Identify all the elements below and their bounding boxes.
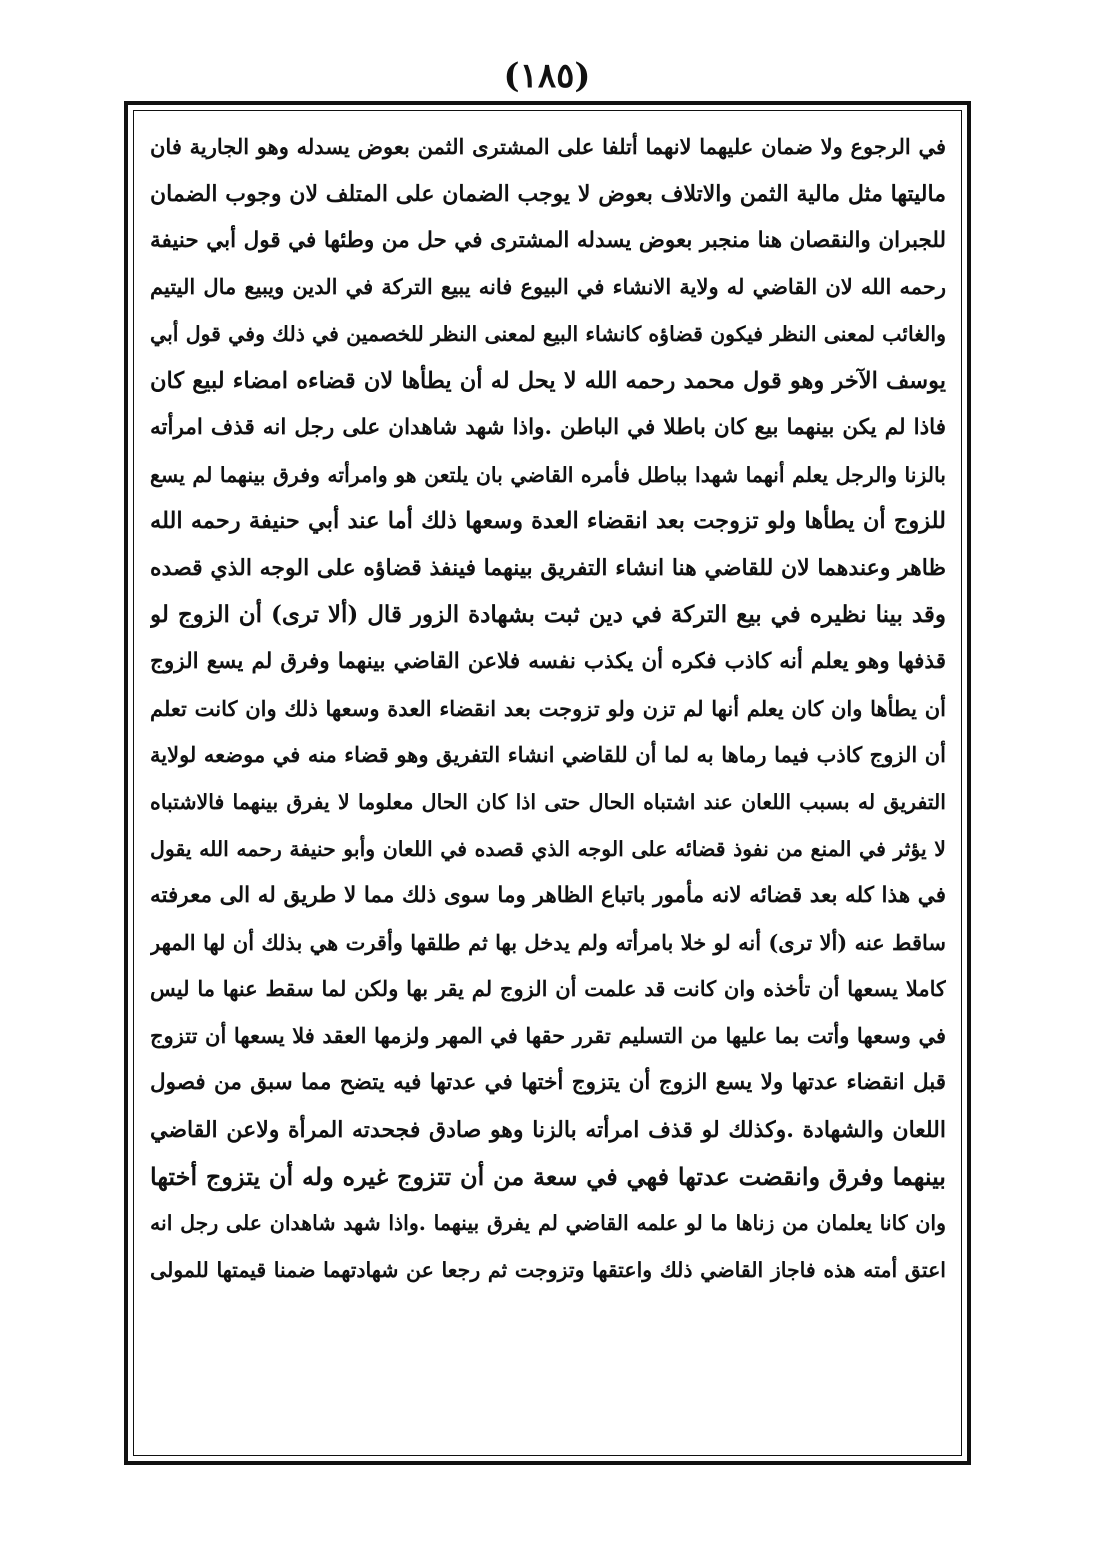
text-line: يوسف الآخر وهو قول محمد رحمه الله لا يحل له أن يطأها لان قضاءه امضاء لبيع كان <box>150 367 946 394</box>
text-line: ظاهر وعندهما لان للقاضي هنا انشاء التفريق بينهما فينفذ قضاؤه على الوجه الذي قصده <box>150 555 946 582</box>
text-line: للزوج أن يطأها ولو تزوجت بعد انقضاء العدة وسعها ذلك أما عند أبي حنيفة رحمه الله <box>150 508 946 535</box>
text-line: في وسعها وأتت بما عليها من التسليم تقرر حقها في المهر ولزمها العقد فلا يسعها أن تتزوج <box>150 1023 946 1049</box>
text-line: ماليتها مثل مالية الثمن والاتلاف بعوض لا يوجب الضمان على المتلف لان وجوب الضمان <box>150 180 946 207</box>
text-line: التفريق له بسبب اللعان عند اشتباه الحال حتى اذا كان الحال معلوما لا يفرق بينهما فالاشتباه <box>150 790 946 815</box>
page-number: (١٨٥) <box>503 56 591 96</box>
text-line: رحمه الله لان القاضي له ولاية الانشاء في البيوع فانه يبيع التركة في الدين ويبيع مال اليتيم <box>150 274 946 300</box>
text-line: في الرجوع ولا ضمان عليهما لانهما أتلفا على المشترى الثمن بعوض يسدله وهو الجارية فان <box>150 134 946 159</box>
text-line: قبل انقضاء عدتها ولا يسع الزوج أن يتزوج أختها في عدتها فيه يتضح مما سبق من فصول <box>150 1069 946 1095</box>
text-line: أن يطأها وان كان يعلم أنها لم تزن ولو تزوجت بعد انقضاء العدة وسعها ذلك وان كانت تعلم <box>150 695 946 721</box>
text-line: بالزنا والرجل يعلم أنهما شهدا بباطل فأمره القاضي بان يلتعن هو وامرأته وفرق بينهما لم يسع <box>150 462 946 487</box>
text-line: أن الزوج كاذب فيما رماها به لما أن للقاضي انشاء التفريق وهو قضاء منه في موضعه لولاية <box>150 742 946 768</box>
main-text-block <box>150 124 946 1294</box>
text-line: اعتق أمته هذه فاجاز القاضي ذلك واعتقها وتزوجت ثم رجعا عن شهادتهما ضمنا قيمتها للمولى <box>150 1258 946 1283</box>
text-line: لا يؤثر في المنع من نفوذ قضائه على الوجه الذي قصده في اللعان وأبو حنيفة رحمه الله يقول <box>150 836 946 861</box>
text-line: اللعان والشهادة .وكذلك لو قذف امرأته بالزنا وهو صادق فجحدته المرأة ولاعن القاضي <box>150 1116 946 1143</box>
text-line: بينهما وفرق وانقضت عدتها فهي في سعة من أن تتزوج غيره وله أن يتزوج أختها <box>150 1161 946 1191</box>
text-line: كاملا يسعها أن تأخذه وان كانت قد علمت أن الزوج لم يقر بها ولكن لما سقط عنها ما ليس <box>150 976 946 1002</box>
text-line: وان كانا يعلمان من زناها ما لو علمه القاضي لم يفرق بينهما .واذا شهد شاهدان على رجل انه <box>150 1211 946 1236</box>
text-line: والغائب لمعنى النظر فيكون قضاؤه كانشاء البيع لمعنى النظر للخصمين في ذلك وفي قول أبي <box>150 322 946 347</box>
text-line: قذفها وهو يعلم أنه كاذب فكره أن يكذب نفسه فلاعن القاضي بينهما وفرق لم يسع الزوج <box>150 648 946 674</box>
text-line: وقد بينا نظيره في بيع التركة في دين ثبت بشهادة الزور قال (ألا ترى) أن الزوج لو <box>150 600 946 628</box>
text-line: فاذا لم يكن بينهما بيع كان باطلا في الباطن .واذا شهد شاهدان على رجل انه قذف امرأته <box>150 414 946 440</box>
text-line: في هذا كله بعد قضائه لانه مأمور باتباع الظاهر وما سوى ذلك مما لا طريق له الى معرفته <box>150 882 946 908</box>
text-line: ساقط عنه (ألا ترى) أنه لو خلا بامرأته ولم يدخل بها ثم طلقها وأقرت هي بذلك أن لها المهر <box>150 929 946 955</box>
text-line: للجبران والنقصان هنا منجبر بعوض يسدله المشترى في حل من وطئها في قول أبي حنيفة <box>150 227 946 253</box>
